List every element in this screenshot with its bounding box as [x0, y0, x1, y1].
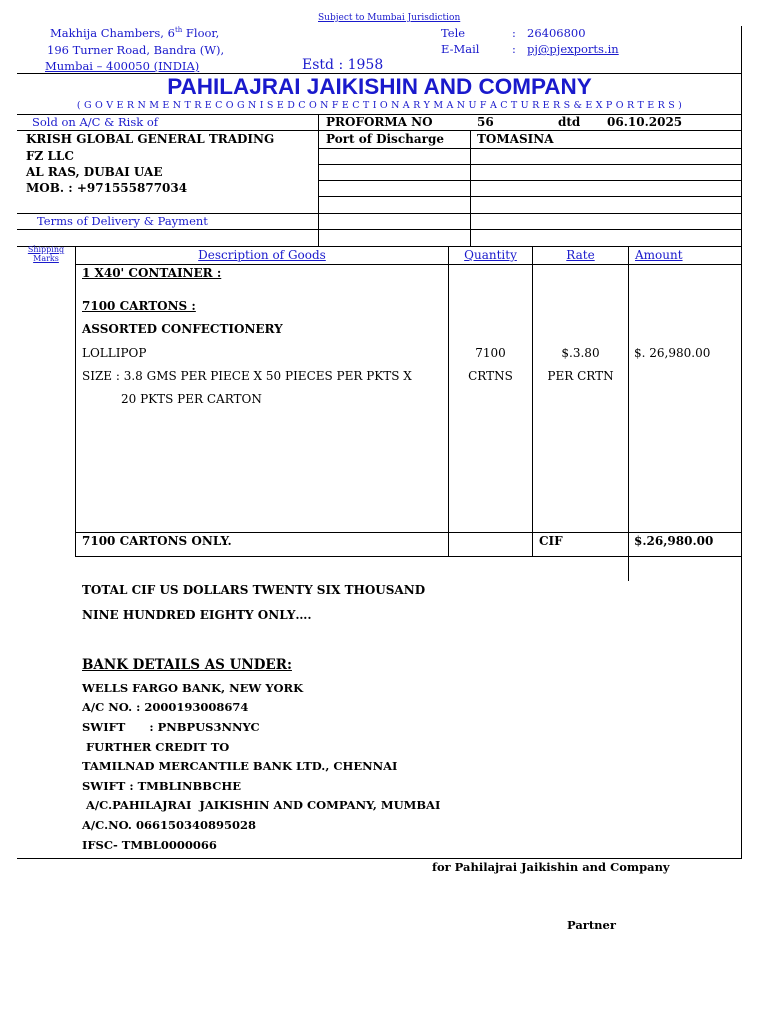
sold-on-rule	[17, 130, 319, 131]
address-line-3: Mumbai – 400050 (INDIA)	[45, 59, 200, 73]
address-line-1-sup: th	[174, 26, 183, 35]
bank-line: A/C.NO. 066150340895028	[82, 818, 256, 832]
tele-value: 26406800	[527, 26, 586, 40]
totals-bottom-rule	[75, 556, 742, 557]
table-col-1	[75, 246, 76, 556]
email-link[interactable]: pj@pjexports.in	[527, 42, 619, 56]
product-group: ASSORTED CONFECTIONERY	[82, 322, 283, 336]
buyer-line-2: FZ LLC	[26, 149, 74, 163]
totals-top-rule	[75, 532, 742, 533]
bank-line: A/C NO. : 2000193008674	[82, 700, 249, 714]
proforma-date: 06.10.2025	[607, 115, 683, 129]
total-amount: $.26,980.00	[634, 534, 714, 548]
cartons-heading: 7100 CARTONS :	[82, 299, 196, 313]
buyer-line-1: KRISH GLOBAL GENERAL TRADING	[26, 132, 275, 146]
total-cartons: 7100 CARTONS ONLY.	[82, 534, 232, 548]
table-top-rule	[17, 246, 742, 247]
address-line-1-text: Makhija Chambers, 6	[50, 26, 175, 40]
address-line-1	[50, 26, 219, 40]
amount-words-line-1: TOTAL CIF US DOLLARS TWENTY SIX THOUSAND	[82, 583, 426, 597]
quantity-header: Quantity	[464, 248, 517, 262]
tele-label: Tele	[441, 26, 466, 40]
table-header-rule	[75, 264, 742, 265]
bank-line: IFSC- TMBL0000066	[82, 838, 217, 852]
table-col-3	[532, 246, 533, 556]
size-line-1: SIZE : 3.8 GMS PER PIECE X 50 PIECES PER PKTS X	[82, 369, 412, 383]
signature-partner: Partner	[567, 918, 616, 932]
bank-line: SWIFT : PNBPUS3NNYC	[82, 720, 260, 734]
proforma-number: 56	[477, 115, 494, 129]
company-tagline: ( G O V E R N M E N T R E C O G N I S E D C O N F E C T I O N A R Y M A N U F A C T U R E R S & E X P O R T E R S )	[76, 100, 683, 111]
bank-line: FURTHER CREDIT TO	[82, 740, 230, 754]
email-colon: :	[512, 42, 516, 56]
bottom-rule	[17, 858, 742, 859]
buyer-line-4: MOB. : +971555877034	[26, 181, 188, 195]
item-name: LOLLIPOP	[82, 346, 147, 360]
qty-value: 7100	[475, 346, 506, 360]
grid-rule-2	[318, 164, 742, 165]
bank-line: WELLS FARGO BANK, NEW YORK	[82, 681, 304, 695]
right-border	[741, 26, 742, 859]
rate-unit: PER CRTN	[547, 369, 614, 383]
port-value: TOMASINA	[477, 132, 554, 146]
company-name: PAHILAJRAI JAIKISHIN AND COMPANY	[167, 74, 592, 99]
sold-on-label: Sold on A/C & Risk of	[32, 115, 159, 129]
grid-rule-5	[318, 213, 742, 214]
dtd-label: dtd	[558, 115, 581, 129]
signature-for-line: for Pahilajrai Jaikishin and Company	[432, 860, 670, 874]
bank-line: A/C.PAHILAJRAI JAIKISHIN AND COMPANY, MUMBAI	[82, 798, 441, 812]
table-col-2	[448, 246, 449, 556]
shipping-marks-header: Shipping Marks	[27, 245, 65, 263]
container-line: 1 X40' CONTAINER :	[82, 266, 222, 280]
address-line-2: 196 Turner Road, Bandra (W),	[47, 43, 225, 57]
amount-value: $. 26,980.00	[634, 346, 711, 360]
amount-words-line-2: NINE HUNDRED EIGHTY ONLY….	[82, 608, 312, 622]
bank-line: SWIFT : TMBLINBBCHE	[82, 779, 241, 793]
terms-label: Terms of Delivery & Payment	[37, 214, 208, 228]
proforma-label: PROFORMA NO	[326, 115, 433, 129]
grid-rule-6	[318, 229, 742, 230]
qty-unit: CRTNS	[468, 369, 513, 383]
grid-rule-3	[318, 180, 742, 181]
rate-value: $.3.80	[561, 346, 600, 360]
grid-rule-1	[318, 148, 742, 149]
buyer-line-3: AL RAS, DUBAI UAE	[26, 165, 163, 179]
email-label: E-Mail	[441, 42, 480, 56]
address-line-1-end: Floor,	[182, 26, 220, 40]
port-label: Port of Discharge	[326, 132, 444, 146]
rate-header: Rate	[566, 248, 595, 262]
table-col-4	[628, 246, 629, 581]
estd-year: Estd : 1958	[302, 57, 384, 73]
grid-rule-4	[318, 196, 742, 197]
amount-header: Amount	[635, 248, 683, 262]
terms-bottom-rule	[17, 229, 319, 230]
size-line-2: 20 PKTS PER CARTON	[121, 392, 262, 406]
tele-colon: :	[512, 26, 516, 40]
jurisdiction-note: Subject to Mumbai Jurisdiction	[318, 13, 461, 23]
bank-line: TAMILNAD MERCANTILE BANK LTD., CHENNAI	[82, 759, 398, 773]
terms-cif: CIF	[539, 534, 563, 548]
bank-heading: BANK DETAILS AS UNDER:	[82, 657, 292, 673]
description-header: Description of Goods	[198, 248, 326, 262]
proforma-rule	[318, 130, 742, 131]
